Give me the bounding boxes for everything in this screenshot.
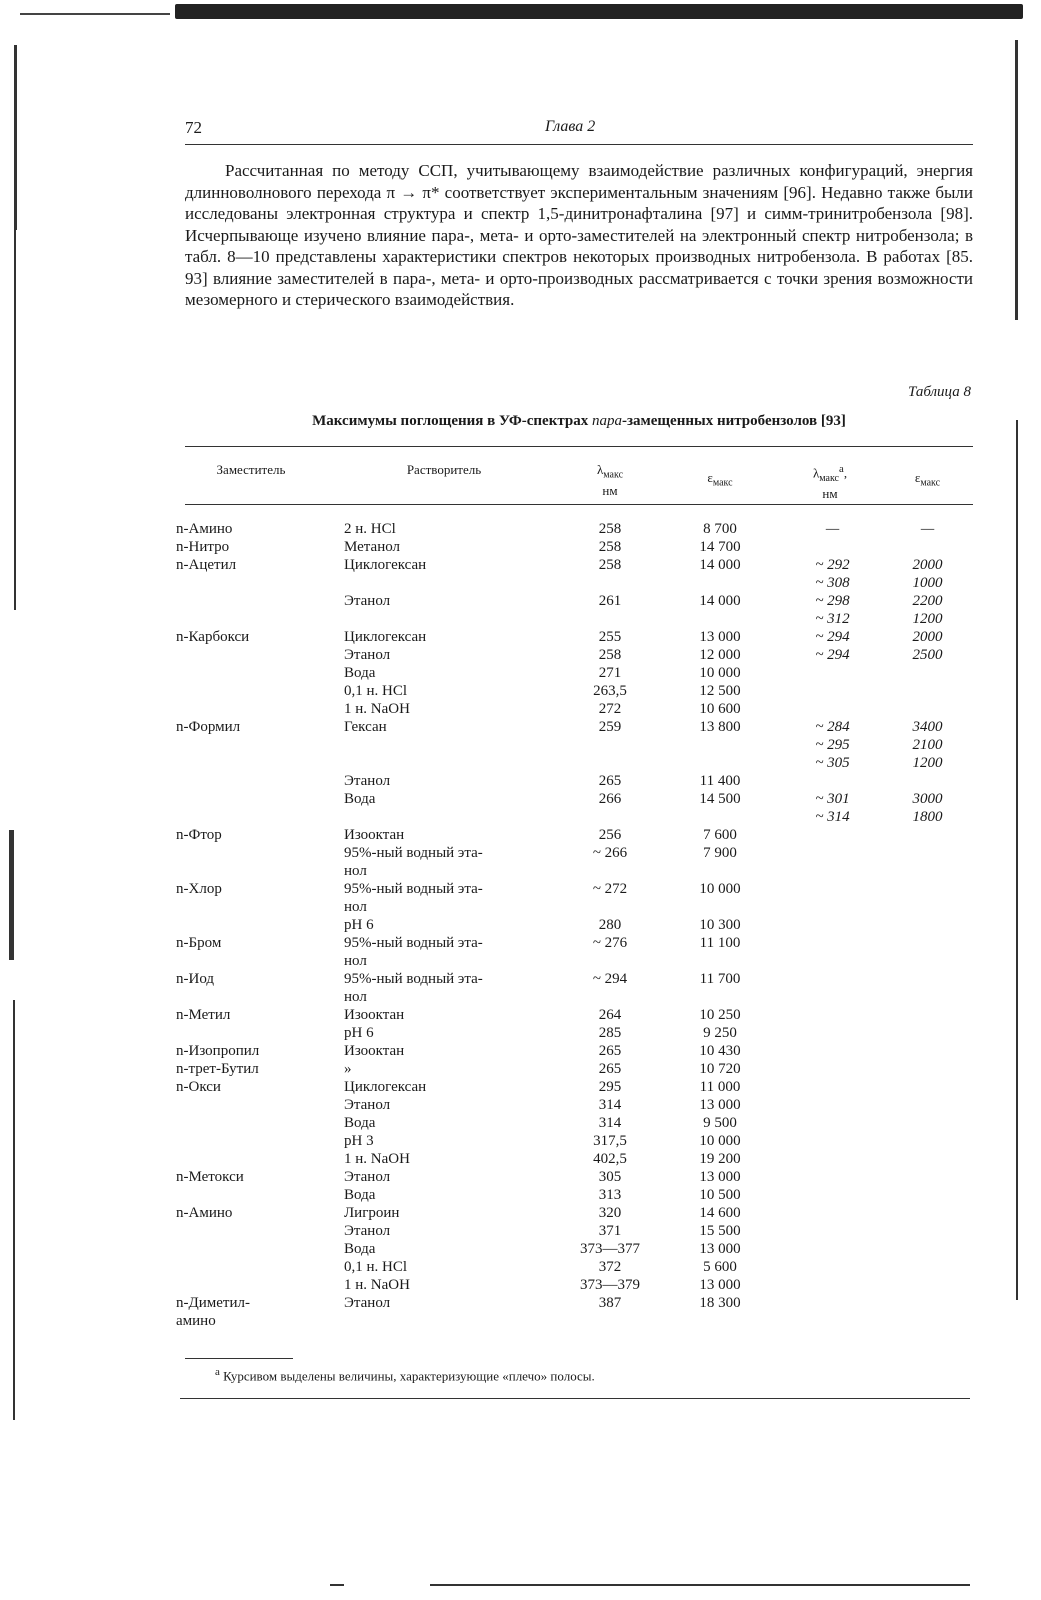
solvent-cell: 0,1 н. HCl <box>344 1259 408 1275</box>
substituent-cell: n-Окси <box>176 1079 221 1095</box>
header-lambda-max <box>555 462 665 498</box>
footnote <box>215 1366 595 1384</box>
table-row <box>0 754 1041 772</box>
table-row <box>0 1006 1041 1024</box>
table-row <box>0 538 1041 556</box>
header-solvent: Растворитель <box>406 462 482 477</box>
table-title-start: Максимумы поглощения в УФ-спектрах <box>312 413 592 429</box>
footnote-ref: а <box>839 463 844 475</box>
solvent-cell: pH 6 <box>344 917 374 933</box>
epsilon-max-cell: 13 800 <box>699 719 741 735</box>
lambda-max-cell: 373—379 <box>580 1277 640 1293</box>
solvent-cell: Вода <box>344 1115 376 1131</box>
lambda-shoulder-cell: ~ 298 <box>815 593 850 609</box>
solvent-cell: Вода <box>344 1187 376 1203</box>
table-row <box>0 934 1041 952</box>
lambda-max-cell: 280 <box>598 917 622 933</box>
solvent-cell: Вода <box>344 665 376 681</box>
solvent-cell: Метанол <box>344 539 401 555</box>
lambda-max-cell: 258 <box>598 539 622 555</box>
table-title <box>185 413 973 430</box>
lambda-max-cell: ~ 266 <box>592 845 628 861</box>
lambda-subscript: макс <box>819 472 839 484</box>
substituent-cell: n-Ацетил <box>176 557 237 573</box>
table-row <box>0 1132 1041 1150</box>
solvent-cell: 95%-ный водный эта- <box>344 881 483 897</box>
running-header <box>185 118 973 145</box>
lambda-max-cell: 371 <box>598 1223 622 1239</box>
body-paragraph: Рассчитанная по методу ССП, учитывающему взаимодействие различных конфигураций, энергия длинноволнового перехода π → π* соответствует экспериментальным значениям [96]. Недавно также были исследованы электронная структура и спектр 1,5-динитронафталина [97] и симм-тринитробензола [98]. Исчерпывающе изучено влияние пара-, мета- и орто-заместителей на электронный спектр нитробензола; в табл. 8—10 представлены характеристики спектров некоторых производных нитробензола. В работах [85. 93] влияние заместителей в пара-, мета- и орто-производных рассматривается с точки зрения возможности мезомерного и стерического взаимодействия. <box>185 161 973 309</box>
page-number: 72 <box>185 118 202 137</box>
table-row <box>0 898 1041 916</box>
lambda-unit: нм <box>822 485 838 501</box>
epsilon-max-cell: 10 720 <box>699 1061 741 1077</box>
table-row <box>0 718 1041 736</box>
lambda-max-cell: 258 <box>598 557 622 573</box>
table-row <box>0 646 1041 664</box>
lambda-max-cell: 373—377 <box>580 1241 640 1257</box>
table-row <box>0 1096 1041 1114</box>
solvent-cell: 95%-ный водный эта- <box>344 971 483 987</box>
lambda-max-cell: 314 <box>598 1097 622 1113</box>
scan-shadow <box>175 4 1023 19</box>
table-row <box>0 1240 1041 1258</box>
lambda-shoulder-cell: ~ 292 <box>815 557 850 573</box>
epsilon-shoulder-cell: 2000 <box>912 557 943 573</box>
epsilon-max-cell: 10 000 <box>699 665 741 681</box>
lambda-subscript: макс <box>603 469 624 481</box>
epsilon-shoulder-cell: — <box>920 521 935 537</box>
lambda-max-cell: 265 <box>598 773 622 789</box>
lambda-max-cell: 295 <box>598 1079 622 1095</box>
table-row <box>0 1204 1041 1222</box>
lambda-shoulder-cell: ~ 308 <box>815 575 850 591</box>
solvent-cell: нол <box>344 989 367 1005</box>
lambda-shoulder-cell: ~ 314 <box>815 809 850 825</box>
solvent-cell: Циклогексан <box>344 629 427 645</box>
epsilon-max-cell: 7 600 <box>703 827 737 843</box>
lambda-max-cell: 271 <box>598 665 622 681</box>
table-row <box>0 1222 1041 1240</box>
table-row <box>0 1060 1041 1078</box>
table-row <box>0 1276 1041 1294</box>
page-bottom-rule <box>180 1398 970 1399</box>
lambda-shoulder-cell: ~ 301 <box>815 791 850 807</box>
epsilon-shoulder-cell: 1000 <box>912 575 943 591</box>
lambda-max-cell: 256 <box>598 827 622 843</box>
table-row <box>0 916 1041 934</box>
epsilon-shoulder-cell: 3000 <box>912 791 943 807</box>
substituent-cell: n-Нитро <box>176 539 230 555</box>
table-label: Таблица 8 <box>908 384 971 400</box>
epsilon-symbol: ε <box>707 470 713 485</box>
table-row <box>0 1312 1041 1330</box>
lambda-max-cell: 272 <box>598 701 622 717</box>
table-row <box>0 826 1041 844</box>
solvent-cell: 1 н. NaOH <box>344 1277 410 1293</box>
epsilon-shoulder-cell: 2100 <box>912 737 943 753</box>
solvent-cell: Этанол <box>344 647 391 663</box>
footnote-mark: а <box>215 1366 220 1378</box>
lambda-max-cell: 317,5 <box>593 1133 627 1149</box>
lambda-max-cell: 402,5 <box>593 1151 627 1167</box>
epsilon-max-cell: 14 000 <box>699 593 741 609</box>
solvent-cell: 2 н. HCl <box>344 521 396 537</box>
lambda-max-cell: 285 <box>598 1025 622 1041</box>
epsilon-max-cell: 13 000 <box>699 629 741 645</box>
lambda-max-cell: 313 <box>598 1187 622 1203</box>
substituent-cell: n-трет-Бутил <box>176 1061 259 1077</box>
lambda-shoulder-cell: — <box>825 521 840 537</box>
solvent-cell: Изооктан <box>344 1043 405 1059</box>
table-row <box>0 1186 1041 1204</box>
solvent-cell: Этанол <box>344 1169 391 1185</box>
lambda-max-cell: 264 <box>598 1007 622 1023</box>
substituent-cell: n-Метокси <box>176 1169 244 1185</box>
epsilon-max-cell: 14 000 <box>699 557 741 573</box>
scan-edge-segment <box>1015 40 1018 320</box>
epsilon-max-cell: 12 000 <box>699 647 741 663</box>
table-row <box>0 682 1041 700</box>
substituent-cell: n-Амино <box>176 1205 233 1221</box>
epsilon-subscript: макс <box>920 477 941 489</box>
lambda-unit: нм <box>602 482 618 498</box>
lambda-shoulder-cell: ~ 294 <box>815 647 850 663</box>
solvent-cell: 1 н. NaOH <box>344 1151 410 1167</box>
table-row <box>0 700 1041 718</box>
solvent-cell: нол <box>344 863 367 879</box>
epsilon-max-cell: 11 700 <box>699 971 741 987</box>
scan-mark <box>430 1584 970 1586</box>
solvent-cell: Гексан <box>344 719 387 735</box>
epsilon-max-cell: 10 250 <box>699 1007 741 1023</box>
solvent-cell: нол <box>344 899 367 915</box>
epsilon-max-cell: 5 600 <box>703 1259 737 1275</box>
solvent-cell: Циклогексан <box>344 1079 427 1095</box>
lambda-max-cell: ~ 272 <box>592 881 628 897</box>
scan-edge-top <box>0 0 1041 22</box>
epsilon-max-cell: 11 000 <box>699 1079 741 1095</box>
lambda-max-cell: 320 <box>598 1205 622 1221</box>
epsilon-max-cell: 7 900 <box>703 845 737 861</box>
scan-mark <box>330 1584 344 1586</box>
table-top-rule <box>185 446 973 447</box>
substituent-cell: n-Метил <box>176 1007 231 1023</box>
lambda-max-cell: 258 <box>598 521 622 537</box>
table-title-end: -замещенных нитробензолов [93] <box>622 413 846 429</box>
substituent-cell: n-Изопропил <box>176 1043 260 1059</box>
epsilon-subscript: макс <box>712 477 733 489</box>
table-row <box>0 736 1041 754</box>
table-row <box>0 1150 1041 1168</box>
solvent-cell: 95%-ный водный эта- <box>344 935 483 951</box>
table-row <box>0 664 1041 682</box>
epsilon-max-cell: 10 300 <box>699 917 741 933</box>
table-row <box>0 520 1041 538</box>
epsilon-max-cell: 9 500 <box>703 1115 737 1131</box>
table-row <box>0 1168 1041 1186</box>
table-header-rule <box>185 504 973 505</box>
lambda-symbol: λ <box>812 465 820 481</box>
table-row <box>0 556 1041 574</box>
epsilon-max-cell: 12 500 <box>699 683 741 699</box>
solvent-cell: Вода <box>344 791 376 807</box>
epsilon-max-cell: 10 600 <box>699 701 741 717</box>
table-row <box>0 880 1041 898</box>
substituent-cell: n-Амино <box>176 521 233 537</box>
epsilon-max-cell: 9 250 <box>703 1025 737 1041</box>
solvent-cell: Изооктан <box>344 1007 405 1023</box>
lambda-shoulder-cell: ~ 294 <box>815 629 850 645</box>
epsilon-shoulder-cell: 2500 <box>912 647 943 663</box>
epsilon-max-cell: 11 100 <box>699 935 741 951</box>
scan-edge-segment <box>14 45 17 230</box>
lambda-max-cell: 261 <box>598 593 622 609</box>
substituent-cell: n-Фтор <box>176 827 222 843</box>
header-lambda-max-shoulder: $\lambda_{макс}^а$, нм <box>812 463 848 501</box>
solvent-cell: Лигроин <box>344 1205 400 1221</box>
lambda-max-cell: 387 <box>598 1295 622 1311</box>
epsilon-max-cell: 13 000 <box>699 1241 741 1257</box>
footnote-rule <box>185 1358 293 1359</box>
header-epsilon-max <box>665 470 775 491</box>
lambda-shoulder-cell: ~ 284 <box>815 719 850 735</box>
substituent-cell: n-Иод <box>176 971 215 987</box>
chapter-title: Глава 2 <box>545 118 596 135</box>
epsilon-max-cell: 14 700 <box>699 539 741 555</box>
table-row <box>0 808 1041 826</box>
lambda-max-cell: 372 <box>598 1259 622 1275</box>
lambda-max-cell: ~ 276 <box>592 935 628 951</box>
table-row <box>0 772 1041 790</box>
epsilon-max-cell: 10 000 <box>699 881 741 897</box>
footnote-text: Курсивом выделены величины, характеризующие «плечо» полосы. <box>223 1368 595 1384</box>
lambda-shoulder-cell: ~ 305 <box>815 755 850 771</box>
solvent-cell: Циклогексан <box>344 557 427 573</box>
solvent-cell: Изооктан <box>344 827 405 843</box>
epsilon-shoulder-cell: 2200 <box>912 593 943 609</box>
table-row <box>0 1258 1041 1276</box>
lambda-max-cell: 259 <box>598 719 622 735</box>
lambda-max-cell: 265 <box>598 1061 622 1077</box>
table-row <box>0 790 1041 808</box>
table-row <box>0 1078 1041 1096</box>
solvent-cell: » <box>344 1061 352 1077</box>
solvent-cell: Этанол <box>344 1097 391 1113</box>
lambda-shoulder-cell: ~ 312 <box>815 611 850 627</box>
epsilon-max-cell: 11 400 <box>699 773 741 789</box>
epsilon-max-cell: 15 500 <box>699 1223 741 1239</box>
solvent-cell: 95%-ный водный эта- <box>344 845 483 861</box>
lambda-symbol: λ <box>596 462 604 477</box>
solvent-cell: 0,1 н. HCl <box>344 683 408 699</box>
lambda-shoulder-cell: ~ 295 <box>815 737 850 753</box>
epsilon-symbol: ε <box>914 470 921 485</box>
solvent-cell: Этанол <box>344 593 391 609</box>
epsilon-max-cell: 10 430 <box>699 1043 741 1059</box>
table-row <box>0 1294 1041 1312</box>
epsilon-max-cell: 19 200 <box>699 1151 741 1167</box>
epsilon-max-cell: 10 000 <box>699 1133 741 1149</box>
table-row <box>0 574 1041 592</box>
substituent-cell: n-Хлор <box>176 881 222 897</box>
epsilon-max-cell: 18 300 <box>699 1295 741 1311</box>
solvent-cell: pH 3 <box>344 1133 374 1149</box>
substituent-cell: n-Карбокси <box>176 629 250 645</box>
substituent-cell: n-Бром <box>176 935 222 951</box>
epsilon-shoulder-cell: 1200 <box>912 611 943 627</box>
lambda-max-cell: 255 <box>598 629 622 645</box>
header-epsilon-max-shoulder <box>885 470 970 491</box>
table-row <box>0 592 1041 610</box>
epsilon-shoulder-cell: 2000 <box>912 629 943 645</box>
epsilon-max-cell: 14 600 <box>699 1205 741 1221</box>
epsilon-shoulder-cell: 1800 <box>912 809 943 825</box>
substituent-cell: n-Диметил- <box>176 1295 250 1311</box>
table-row <box>0 862 1041 880</box>
solvent-cell: 1 н. NaOH <box>344 701 410 717</box>
epsilon-shoulder-cell: 3400 <box>912 719 943 735</box>
substituent-cell: n-Формил <box>176 719 241 735</box>
lambda-max-cell: 258 <box>598 647 622 663</box>
epsilon-max-cell: 14 500 <box>699 791 741 807</box>
epsilon-max-cell: 10 500 <box>699 1187 741 1203</box>
solvent-cell: нол <box>344 953 367 969</box>
solvent-cell: pH 6 <box>344 1025 374 1041</box>
epsilon-max-cell: 8 700 <box>703 521 737 537</box>
lambda-max-cell: 265 <box>598 1043 622 1059</box>
table-row <box>0 952 1041 970</box>
lambda-max-cell: 263,5 <box>593 683 627 699</box>
table-row <box>0 970 1041 988</box>
table-row <box>0 844 1041 862</box>
table-row <box>0 988 1041 1006</box>
table-title-italic: пара <box>592 413 622 429</box>
table-row <box>0 1024 1041 1042</box>
lambda-max-cell: 314 <box>598 1115 622 1131</box>
scan-mark <box>20 13 170 15</box>
table-row <box>0 628 1041 646</box>
solvent-cell: Этанол <box>344 773 391 789</box>
epsilon-max-cell: 13 000 <box>699 1169 741 1185</box>
header-substituent: Заместитель <box>216 462 286 477</box>
table-row <box>0 610 1041 628</box>
solvent-cell: Этанол <box>344 1223 391 1239</box>
substituent-cell: амино <box>176 1313 216 1329</box>
table-row <box>0 1042 1041 1060</box>
table-row <box>0 1114 1041 1132</box>
lambda-max-cell: ~ 294 <box>592 971 628 987</box>
solvent-cell: Этанол <box>344 1295 391 1311</box>
epsilon-shoulder-cell: 1200 <box>912 755 943 771</box>
solvent-cell: Вода <box>344 1241 376 1257</box>
lambda-max-cell: 266 <box>598 791 622 807</box>
epsilon-max-cell: 13 000 <box>699 1097 741 1113</box>
lambda-max-cell: 305 <box>598 1169 622 1185</box>
epsilon-max-cell: 13 000 <box>699 1277 741 1293</box>
